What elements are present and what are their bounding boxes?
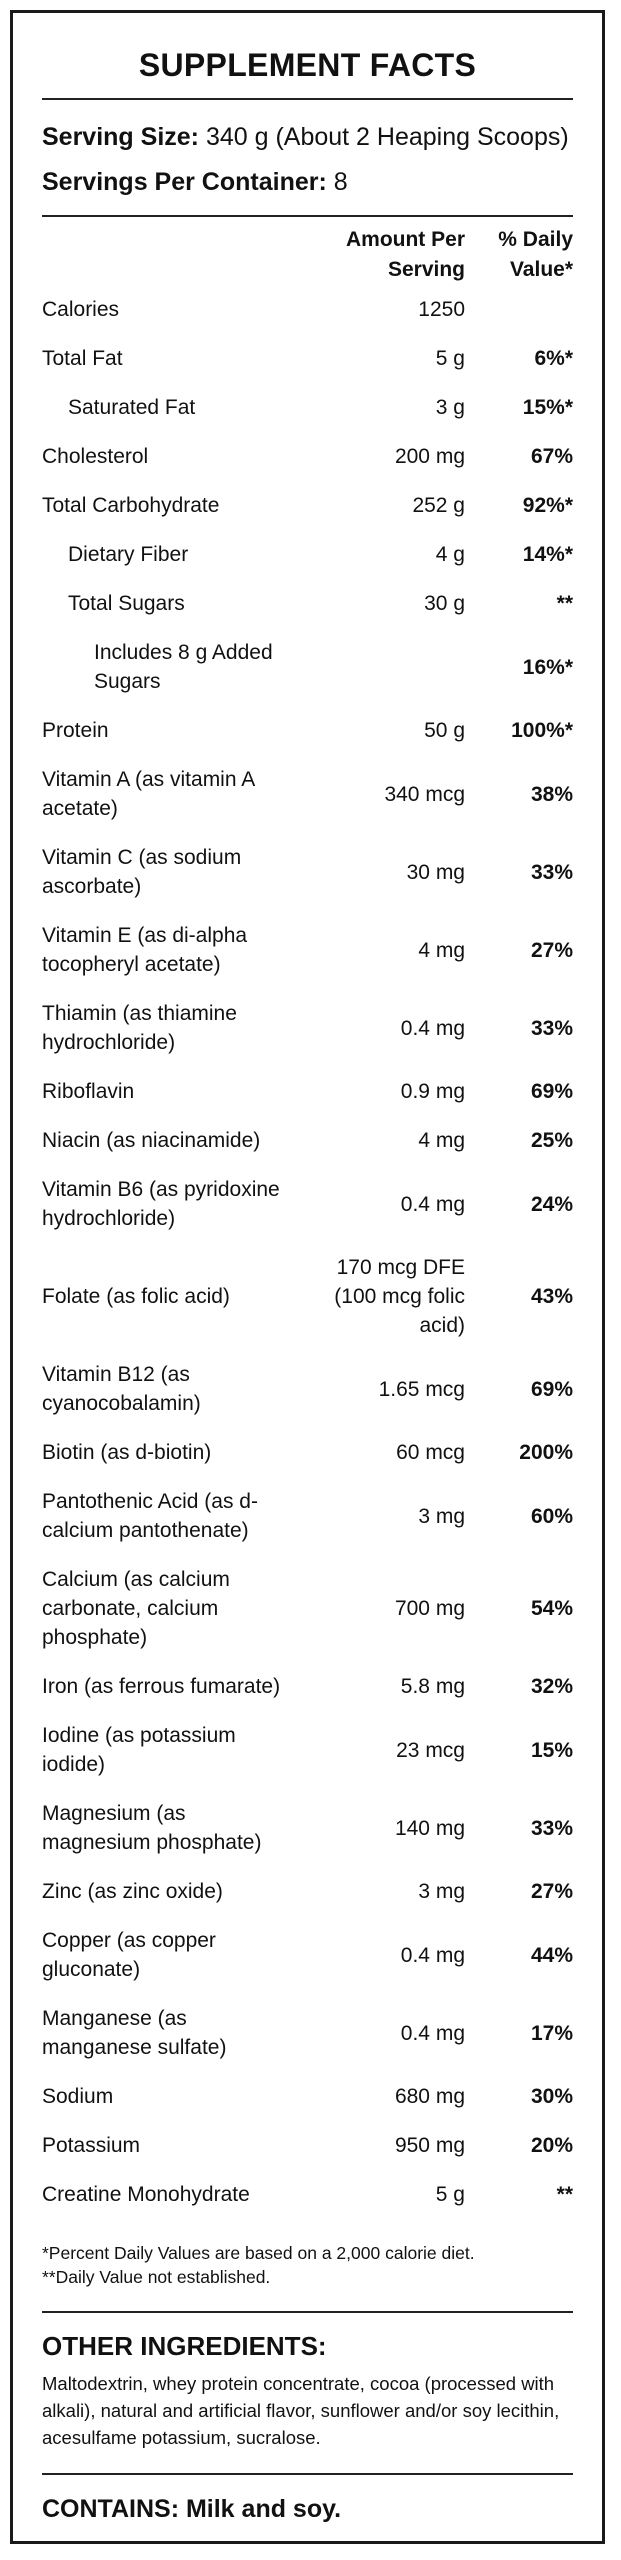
nutrient-row	[42, 285, 573, 334]
nutrient-daily-value: 92%*	[522, 494, 573, 517]
nutrient-daily-value: 27%	[530, 1880, 573, 1903]
nutrient-daily-value: 69%	[530, 1377, 573, 1401]
column-header	[42, 225, 573, 285]
nutrient-name: Riboflavin	[42, 1080, 135, 1103]
nutrient-daily-value: 200%	[519, 1441, 573, 1464]
nutrient-daily-value: 6%*	[534, 347, 573, 370]
nutrient-row	[42, 706, 573, 755]
nutrient-row	[42, 1916, 573, 1994]
nutrient-amount: 30 g	[424, 592, 465, 615]
nutrient-daily-value: 25%	[530, 1129, 573, 1152]
nutrient-daily-value: 69%	[530, 1080, 573, 1103]
daily-value-footnote: *Percent Daily Values are based on a 2,000 calorie diet.	[42, 2243, 475, 2263]
nutrient-name: Vitamin E (as di-alpha tocopheryl acetate)	[42, 924, 248, 976]
ingredients-divider	[42, 2473, 573, 2475]
nutrient-amount: 680 mg	[394, 2085, 465, 2108]
nutrient-row	[42, 383, 573, 432]
nutrient-name: Saturated Fat	[68, 396, 196, 419]
nutrient-row	[42, 1477, 573, 1555]
nutrient-name: Total Sugars	[68, 592, 185, 615]
nutrient-name: Vitamin B6 (as pyridoxine hydrochloride)	[42, 1178, 280, 1230]
nutrient-daily-value: 15%	[530, 1738, 573, 1762]
nutrient-row	[42, 1165, 573, 1243]
nutrient-daily-value: 60%	[530, 1504, 573, 1528]
nutrient-row	[42, 1867, 573, 1916]
daily-value-header: % Daily Value*	[498, 228, 573, 281]
nutrient-amount: 5 g	[435, 347, 465, 370]
nutrient-row	[42, 833, 573, 911]
nutrient-amount: 340 mcg	[384, 782, 465, 806]
amount-per-serving-header: Amount Per Serving	[345, 228, 465, 281]
nutrient-name: Iodine (as potassium iodide)	[42, 1724, 236, 1776]
nutrient-amount: 4 g	[435, 543, 465, 566]
nutrient-amount: 0.9 mg	[400, 1080, 465, 1103]
nutrient-row	[42, 1243, 573, 1350]
nutrient-name: Biotin (as d-biotin)	[42, 1441, 212, 1464]
nutrient-name: Zinc (as zinc oxide)	[42, 1880, 223, 1903]
nutrient-daily-value: 54%	[530, 1597, 573, 1620]
nutrient-daily-value: 33%	[530, 1016, 573, 1040]
serving-divider	[42, 215, 573, 217]
servings-value: 8	[326, 168, 348, 196]
nutrient-row	[42, 334, 573, 383]
nutrient-amount: 1.65 mcg	[378, 1377, 465, 1401]
footnote-divider	[42, 2311, 573, 2313]
nutrient-daily-value: 43%	[530, 1285, 573, 1308]
nutrient-amount: 0.4 mg	[400, 1943, 465, 1967]
nutrient-row	[42, 1555, 573, 1662]
nutrient-row	[42, 530, 573, 579]
nutrient-amount: 200 mg	[394, 445, 465, 468]
nutrient-row	[42, 755, 573, 833]
nutrient-name: Magnesium (as magnesium phosphate)	[42, 1802, 262, 1854]
nutrient-daily-value: 67%	[530, 445, 573, 468]
serving-size-label: Serving Size:	[42, 123, 199, 151]
nutrient-name: Thiamin (as thiamine hydrochloride)	[42, 1002, 237, 1054]
nutrient-row	[42, 1711, 573, 1789]
nutrient-name: Includes 8 g Added Sugars	[94, 641, 273, 693]
nutrient-daily-value: 44%	[530, 1943, 573, 1967]
nutrient-row	[42, 1662, 573, 1711]
nutrient-name: Cholesterol	[42, 445, 149, 468]
nutrient-amount: 0.4 mg	[400, 2021, 465, 2045]
serving-size	[42, 120, 573, 154]
panel-content	[42, 13, 573, 2524]
nutrient-daily-value: 33%	[530, 860, 573, 884]
nutrient-amount: 4 mg	[418, 938, 465, 962]
nutrient-amount: 30 mg	[406, 860, 465, 884]
nutrient-row	[42, 579, 573, 628]
nutrient-name: Iron (as ferrous fumarate)	[42, 1675, 281, 1698]
nutrient-amount: 50 g	[424, 719, 465, 742]
nutrient-name: Vitamin B12 (as cyanocobalamin)	[42, 1363, 201, 1415]
nutrient-amount: 140 mg	[394, 1816, 465, 1840]
nutrient-row	[42, 1789, 573, 1867]
nutrient-row	[42, 628, 573, 706]
servings-per-container	[42, 165, 573, 199]
nutrient-daily-value: 32%	[530, 1675, 573, 1698]
nutrient-name: Potassium	[42, 2134, 141, 2157]
nutrient-daily-value: 24%	[530, 1192, 573, 1216]
nutrient-name: Dietary Fiber	[68, 543, 189, 566]
nutrient-amount: 700 mg	[394, 1597, 465, 1620]
nutrient-daily-value: 38%	[530, 782, 573, 806]
nutrient-row	[42, 1994, 573, 2072]
nutrient-row	[42, 2170, 573, 2219]
nutrient-name: Calories	[42, 298, 120, 321]
other-ingredients-title: OTHER INGREDIENTS:	[42, 2331, 327, 2361]
nutrient-name: Sodium	[42, 2085, 114, 2108]
nutrient-amount: 252 g	[412, 494, 465, 517]
serving-size-value: 340 g (About 2 Heaping Scoops)	[199, 123, 569, 151]
nutrient-amount: 3 mg	[418, 1504, 465, 1528]
nutrient-amount: 170 mcg DFE (100 mcg folic acid)	[334, 1256, 465, 1337]
nutrient-row	[42, 989, 573, 1067]
nutrient-name: Protein	[42, 719, 109, 742]
nutrient-table	[42, 285, 573, 2219]
nutrient-daily-value: 27%	[530, 938, 573, 962]
servings-label: Servings Per Container:	[42, 168, 327, 196]
nutrient-name: Manganese (as manganese sulfate)	[42, 2007, 227, 2059]
nutrient-row	[42, 481, 573, 530]
nutrient-amount: 3 mg	[418, 1880, 465, 1903]
nutrient-name: Copper (as copper gluconate)	[42, 1929, 216, 1981]
nutrient-amount: 3 g	[435, 396, 465, 419]
nutrient-name: Calcium (as calcium carbonate, calcium phosphate)	[42, 1568, 230, 1649]
nutrient-daily-value: 20%	[530, 2134, 573, 2157]
nutrient-name: Total Fat	[42, 347, 123, 370]
nutrient-name: Vitamin A (as vitamin A acetate)	[42, 768, 255, 820]
nutrient-name: Pantothenic Acid (as d-calcium pantothenate)	[42, 1490, 258, 1542]
nutrient-amount: 5 g	[435, 2183, 465, 2206]
nutrient-name: Niacin (as niacinamide)	[42, 1129, 261, 1152]
nutrient-daily-value: 33%	[530, 1816, 573, 1840]
footnotes	[42, 2241, 573, 2289]
nutrient-amount: 0.4 mg	[400, 1016, 465, 1040]
allergen-statement: CONTAINS: Milk and soy.	[42, 2495, 342, 2523]
panel-title: SUPPLEMENT FACTS	[138, 47, 477, 83]
nutrient-name: Vitamin C (as sodium ascorbate)	[42, 846, 242, 898]
nutrient-daily-value: 15%*	[522, 396, 573, 419]
nutrient-name: Creatine Monohydrate	[42, 2183, 250, 2206]
nutrient-row	[42, 2121, 573, 2170]
nutrient-row	[42, 911, 573, 989]
nutrient-row	[42, 2072, 573, 2121]
nutrient-daily-value: 30%	[530, 2085, 573, 2108]
nutrient-row	[42, 432, 573, 481]
supplement-facts-panel	[10, 10, 605, 2544]
nutrient-amount: 950 mg	[394, 2134, 465, 2157]
nutrient-amount: 23 mcg	[396, 1738, 465, 1762]
nutrient-amount: 60 mcg	[396, 1441, 465, 1464]
nutrient-daily-value: 16%*	[522, 655, 573, 679]
not-established-footnote: **Daily Value not established.	[42, 2267, 271, 2287]
nutrient-name: Folate (as folic acid)	[42, 1285, 230, 1308]
nutrient-name: Total Carbohydrate	[42, 494, 220, 517]
nutrient-row	[42, 1428, 573, 1477]
nutrient-amount: 1250	[418, 298, 465, 321]
nutrient-daily-value: 17%	[530, 2021, 573, 2045]
nutrient-row	[42, 1067, 573, 1116]
nutrient-amount: 4 mg	[418, 1129, 465, 1152]
other-ingredients-text: Maltodextrin, whey protein concentrate, cocoa (processed with alkali), natural and artificial flavor, sunflower and/or soy lecithin, acesulfame potassium, sucralose.	[42, 2373, 560, 2448]
nutrient-daily-value: **	[556, 592, 573, 615]
nutrient-amount: 5.8 mg	[400, 1675, 465, 1698]
nutrient-daily-value: **	[556, 2183, 573, 2206]
nutrient-amount: 0.4 mg	[400, 1192, 465, 1216]
nutrient-daily-value: 100%*	[511, 719, 573, 742]
nutrient-row	[42, 1350, 573, 1428]
nutrient-daily-value: 14%*	[522, 543, 573, 566]
title-divider	[42, 98, 573, 100]
nutrient-row	[42, 1116, 573, 1165]
